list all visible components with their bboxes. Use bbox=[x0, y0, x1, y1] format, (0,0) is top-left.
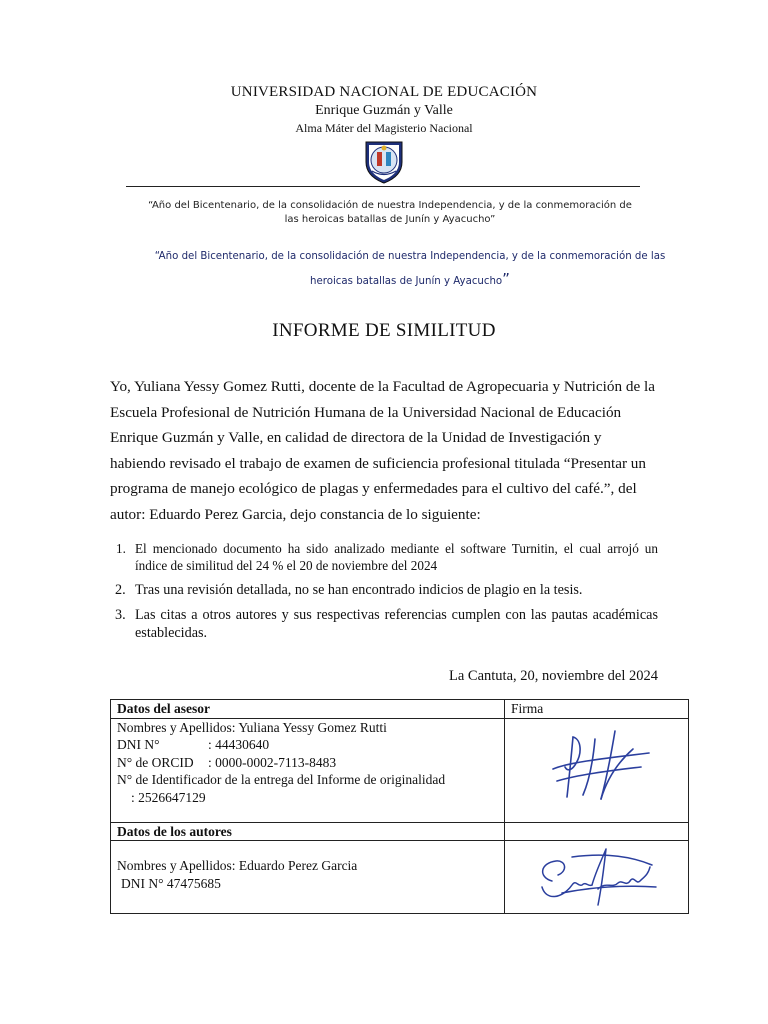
header-divider bbox=[126, 186, 640, 187]
author-signature-cell bbox=[505, 841, 689, 914]
university-seal-logo bbox=[358, 138, 410, 184]
year-banner-line-b: heroicas batallas de Junín y Ayacucho bbox=[310, 276, 503, 287]
advisor-id-label: N° de Identificador de la entrega del Informe de originalidad bbox=[117, 772, 446, 787]
year-banner-line-a: “Año del Bicentenario, de la consolidación de nuestra Independencia, y de la conmemoración de las bbox=[154, 251, 666, 262]
advisor-dni-label: DNI N° bbox=[117, 737, 160, 752]
advisor-orcid: : 0000-0002-7113-8483 bbox=[208, 754, 337, 770]
year-banner-text bbox=[150, 246, 670, 293]
list-item bbox=[110, 540, 658, 574]
place-date: La Cantuta, 20, noviembre del 2024 bbox=[449, 668, 658, 684]
intro-paragraph: Yo, Yuliana Yessy Gomez Rutti, docente de la Facultad de Agropecuaria y Nutrición de la Escuela Profesional de Nutrición Humana de la Universidad Nacional de Educación Enrique Guzmán y Valle, en calidad de directora de la Unidad de Investigación y habiendo revisado el trabajo de examen de suficiencia profesional titulada “Presentar un programa de manejo ecológico de plagas y enfermedades para el cultivo del café.”, del autor: Eduardo Perez Garcia, dejo constancia de lo siguiente: bbox=[110, 378, 655, 523]
advisor-orcid-label: N° de ORCID bbox=[117, 754, 194, 770]
list-item bbox=[110, 606, 658, 642]
advisor-id: : 2526647129 bbox=[131, 789, 206, 805]
year-banner-close-quote: ” bbox=[502, 270, 510, 288]
document-title: INFORME DE SIMILITUD bbox=[272, 320, 496, 341]
advisor-dni-line bbox=[117, 736, 498, 754]
table-row bbox=[111, 718, 689, 822]
authors-header-cell: Datos de los autores bbox=[111, 822, 505, 841]
university-name: UNIVERSIDAD NACIONAL DE EDUCACIÓN bbox=[230, 84, 538, 100]
advisor-name: Nombres y Apellidos: Yuliana Yessy Gomez Rutti bbox=[117, 719, 387, 735]
advisor-orcid-line bbox=[117, 754, 498, 772]
list-number: 3. bbox=[115, 607, 126, 623]
author-name: Nombres y Apellidos: Eduardo Perez Garcia bbox=[117, 858, 358, 873]
spacer bbox=[117, 841, 498, 857]
list-text: Tras una revisión detallada, no se han encontrado indicios de plagio en la tesis. bbox=[135, 582, 583, 598]
list-number: 1. bbox=[116, 541, 126, 556]
firma-header-cell: Firma bbox=[505, 700, 689, 719]
table-row bbox=[111, 841, 689, 914]
author-dni: DNI N° 47475685 bbox=[121, 875, 221, 891]
list-item bbox=[110, 581, 658, 599]
advisor-signature-icon bbox=[537, 719, 657, 805]
university-motto: Alma Máter del Magisterio Nacional bbox=[295, 121, 473, 135]
authors-firma-cell bbox=[505, 822, 689, 841]
year-banner-image-text: “Año del Bicentenario, de la consolidación de nuestra Independencia, y de la conmemoración de las heroicas batallas de Junín y Ayacucho” bbox=[148, 200, 632, 225]
advisor-header-cell: Datos del asesor bbox=[111, 700, 505, 719]
signature-table bbox=[110, 699, 689, 914]
list-text: Las citas a otros autores y sus respectivas referencias cumplen con las pautas académicas establecidas. bbox=[135, 607, 658, 641]
advisor-details-cell bbox=[111, 718, 505, 822]
list-number: 2. bbox=[115, 582, 126, 598]
author-signature-icon bbox=[532, 841, 662, 911]
table-row bbox=[111, 822, 689, 841]
author-details-cell bbox=[111, 841, 505, 914]
list-text: El mencionado documento ha sido analizado mediante el software Turnitin, el cual arrojó un índice de similitud del 24 % el 20 de noviembre del 2024 bbox=[135, 541, 658, 573]
advisor-dni: : 44430640 bbox=[208, 737, 270, 752]
advisor-signature-cell bbox=[505, 718, 689, 822]
university-subtitle: Enrique Guzmán y Valle bbox=[315, 103, 453, 118]
table-row bbox=[111, 700, 689, 719]
